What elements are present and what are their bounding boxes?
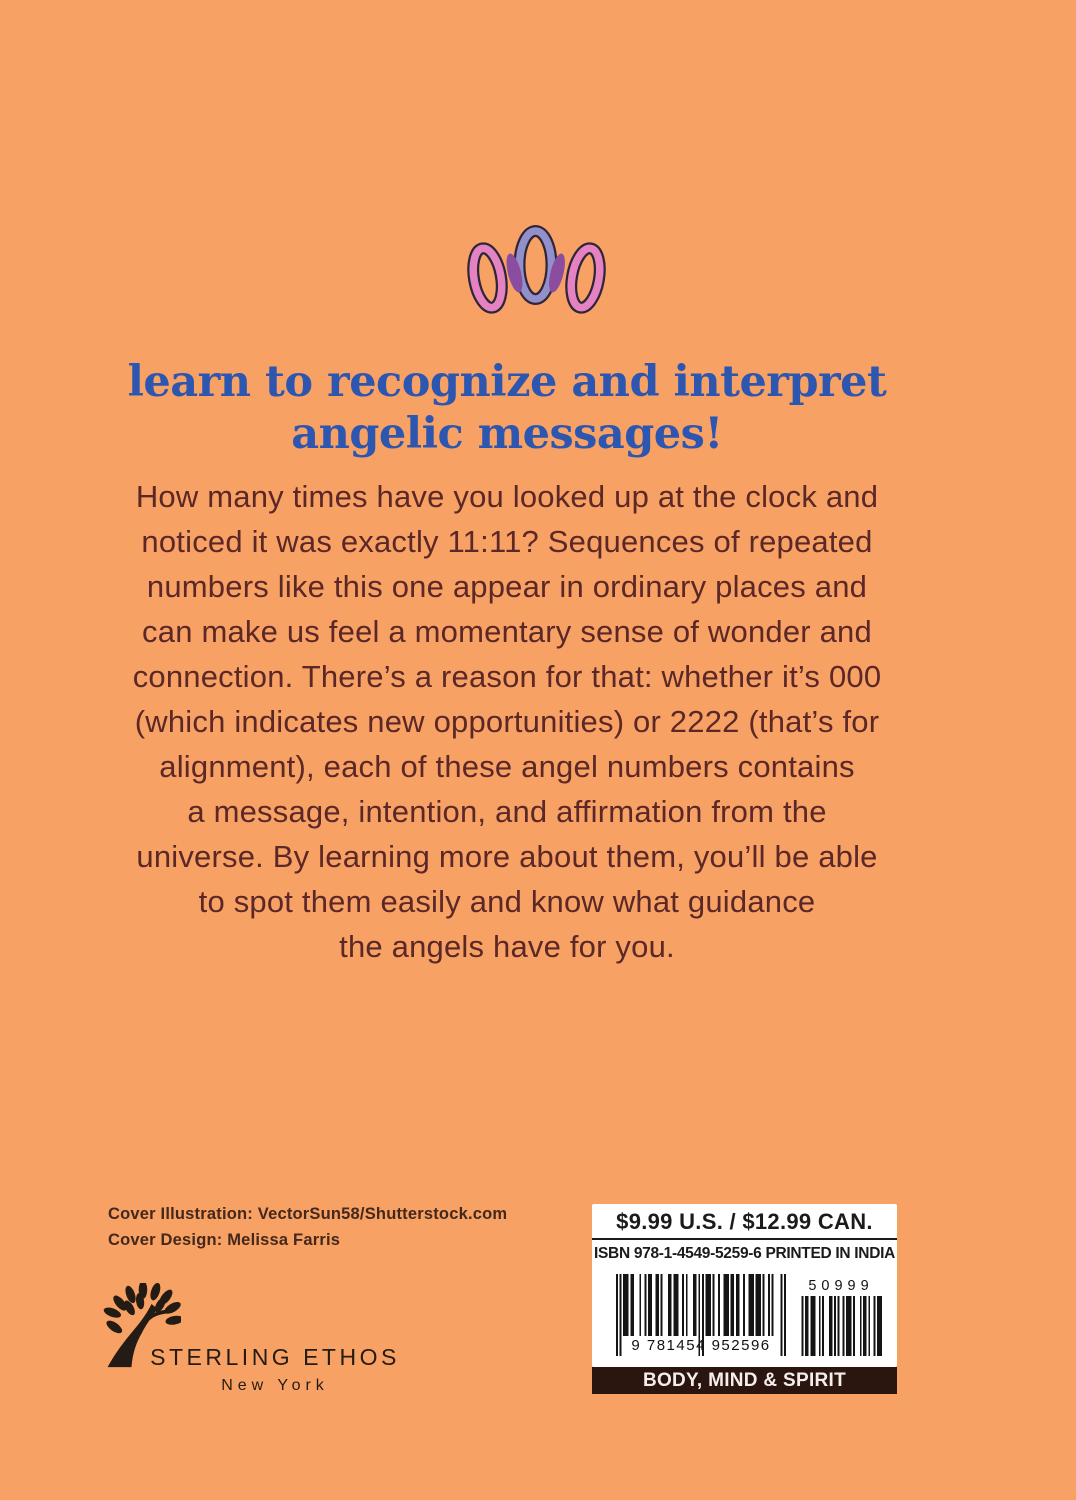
genre-strip [592, 1367, 897, 1394]
tagline-heading [0, 356, 1014, 460]
blurb-line: to spot them easily and know what guidance [198, 884, 816, 919]
center-ring [520, 231, 552, 299]
tagline-line-1: learn to recognize and interpret [127, 357, 887, 407]
publisher-city: New York [221, 1377, 329, 1394]
blurb-line: connection. There’s a reason for that: whether it’s 000 [132, 659, 882, 694]
ean13-digits: 9 781454 952596 [631, 1337, 771, 1354]
blurb-line: noticed it was exactly 11:11? Sequences of repeated [141, 524, 873, 559]
publisher-name: STERLING ETHOS [150, 1344, 400, 1370]
cover-design-credit: Cover Design: Melissa Farris [108, 1231, 341, 1249]
blurb-line: How many times have you looked up at the clock and [135, 479, 879, 514]
blurb-line: a message, intention, and affirmation from the [187, 794, 827, 829]
blurb-line: universe. By learning more about them, you’ll be able [136, 839, 878, 874]
right-ring [567, 246, 604, 310]
blurb-line: can make us feel a momentary sense of wonder and [142, 614, 872, 649]
barcode-panel [592, 1204, 897, 1367]
addon-barcode [800, 1278, 882, 1356]
credits-block [108, 1201, 507, 1253]
addon-digits: 50999 [808, 1278, 874, 1294]
left-ring [469, 246, 506, 310]
triple-rings-ornament [463, 219, 615, 321]
cover-illustration-credit: Cover Illustration: VectorSun58/Shutterstock.com [108, 1205, 508, 1223]
blurb-line: numbers like this one appear in ordinary places and [146, 569, 868, 604]
blurb-line: alignment), each of these angel numbers contains [159, 749, 855, 784]
tagline-line-2: angelic messages! [291, 409, 723, 459]
blurb-line: (which indicates new opportunities) or 2222 (that’s for [134, 704, 880, 739]
divider-line [592, 1238, 897, 1240]
blurb-line: the angels have for you. [339, 929, 675, 964]
isbn-text: ISBN 978-1-4549-5259-6 PRINTED IN INDIA [594, 1245, 895, 1262]
genre-label: BODY, MIND & SPIRIT [642, 1369, 847, 1391]
addon-bars [800, 1296, 882, 1356]
blurb-paragraph [0, 474, 1014, 969]
ean13-barcode [616, 1274, 786, 1356]
price-text: $9.99 U.S. / $12.99 CAN. [616, 1209, 873, 1234]
